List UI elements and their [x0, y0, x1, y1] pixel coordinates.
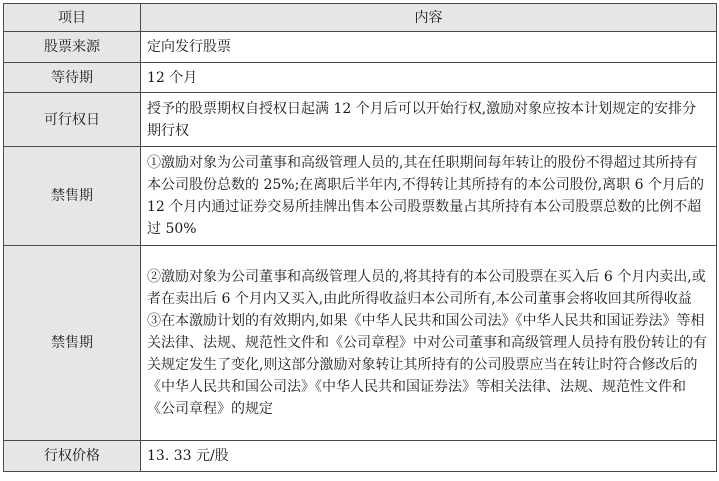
table-row-exercise-price — [4, 441, 717, 472]
row-value-stock-source: 定向发行股票 — [141, 32, 717, 63]
table-header-row — [4, 4, 717, 32]
row-label-waiting-period: 等待期 — [4, 63, 141, 93]
row-value-lockup-2 — [141, 246, 717, 441]
row-label-lockup-2: 禁售期 — [4, 246, 141, 441]
table-row-exercise-date — [4, 93, 717, 147]
table-row-waiting-period — [4, 63, 717, 93]
row-value-lockup-1: ①激励对象为公司董事和高级管理人员的,其在任职期间每年转让的股份不得超过其所持有本公司股份总数的 25%;在离职后半年内,不得转让其所持有的本公司股份,离职 6 个月后的 12 个月内通过证券交易所挂牌出售本公司股票数量占其所持有本公司股票总数的比例不超过 50% — [141, 147, 717, 246]
row-label-exercise-price: 行权价格 — [4, 441, 141, 472]
row-label-exercise-date: 可行权日 — [4, 93, 141, 147]
header-item: 项目 — [4, 4, 141, 32]
header-content: 内容 — [141, 4, 717, 32]
lockup-2-paragraph-2: ②激励对象为公司董事和高级管理人员的,将其持有的本公司股票在买入后 6 个月内卖出,或者在卖出后 6 个月内又买入,由此所得收益归本公司所有,本公司董事会将收回其所得收益 — [147, 269, 706, 307]
row-label-stock-source: 股票来源 — [4, 32, 141, 63]
table-row-lockup-1 — [4, 147, 717, 246]
row-value-waiting-period: 12 个月 — [141, 63, 717, 93]
row-value-exercise-date: 授予的股票期权自授权日起满 12 个月后可以开始行权,激励对象应按本计划规定的安排分期行权 — [141, 93, 717, 147]
table-row-lockup-2 — [4, 246, 717, 441]
stock-option-terms-table — [3, 3, 717, 472]
table-row-stock-source — [4, 32, 717, 63]
row-value-exercise-price: 13. 33 元/股 — [141, 441, 717, 472]
row-label-lockup-1: 禁售期 — [4, 147, 141, 246]
lockup-2-paragraph-3: ③在本激励计划的有效期内,如果《中华人民共和国公司法》《中华人民共和国证券法》等相关法律、法规、规范性文件和《公司章程》中对公司董事和高级管理人员持有股份转让的有关规定发生了变化,则这部分激励对象转让其所持有的公司股票应当在转让时符合修改后的《中华人民共和国公司法》《中华人民共和国证券法》等相关法律、法规、规范性文件和《公司章程》的规定 — [147, 313, 707, 417]
